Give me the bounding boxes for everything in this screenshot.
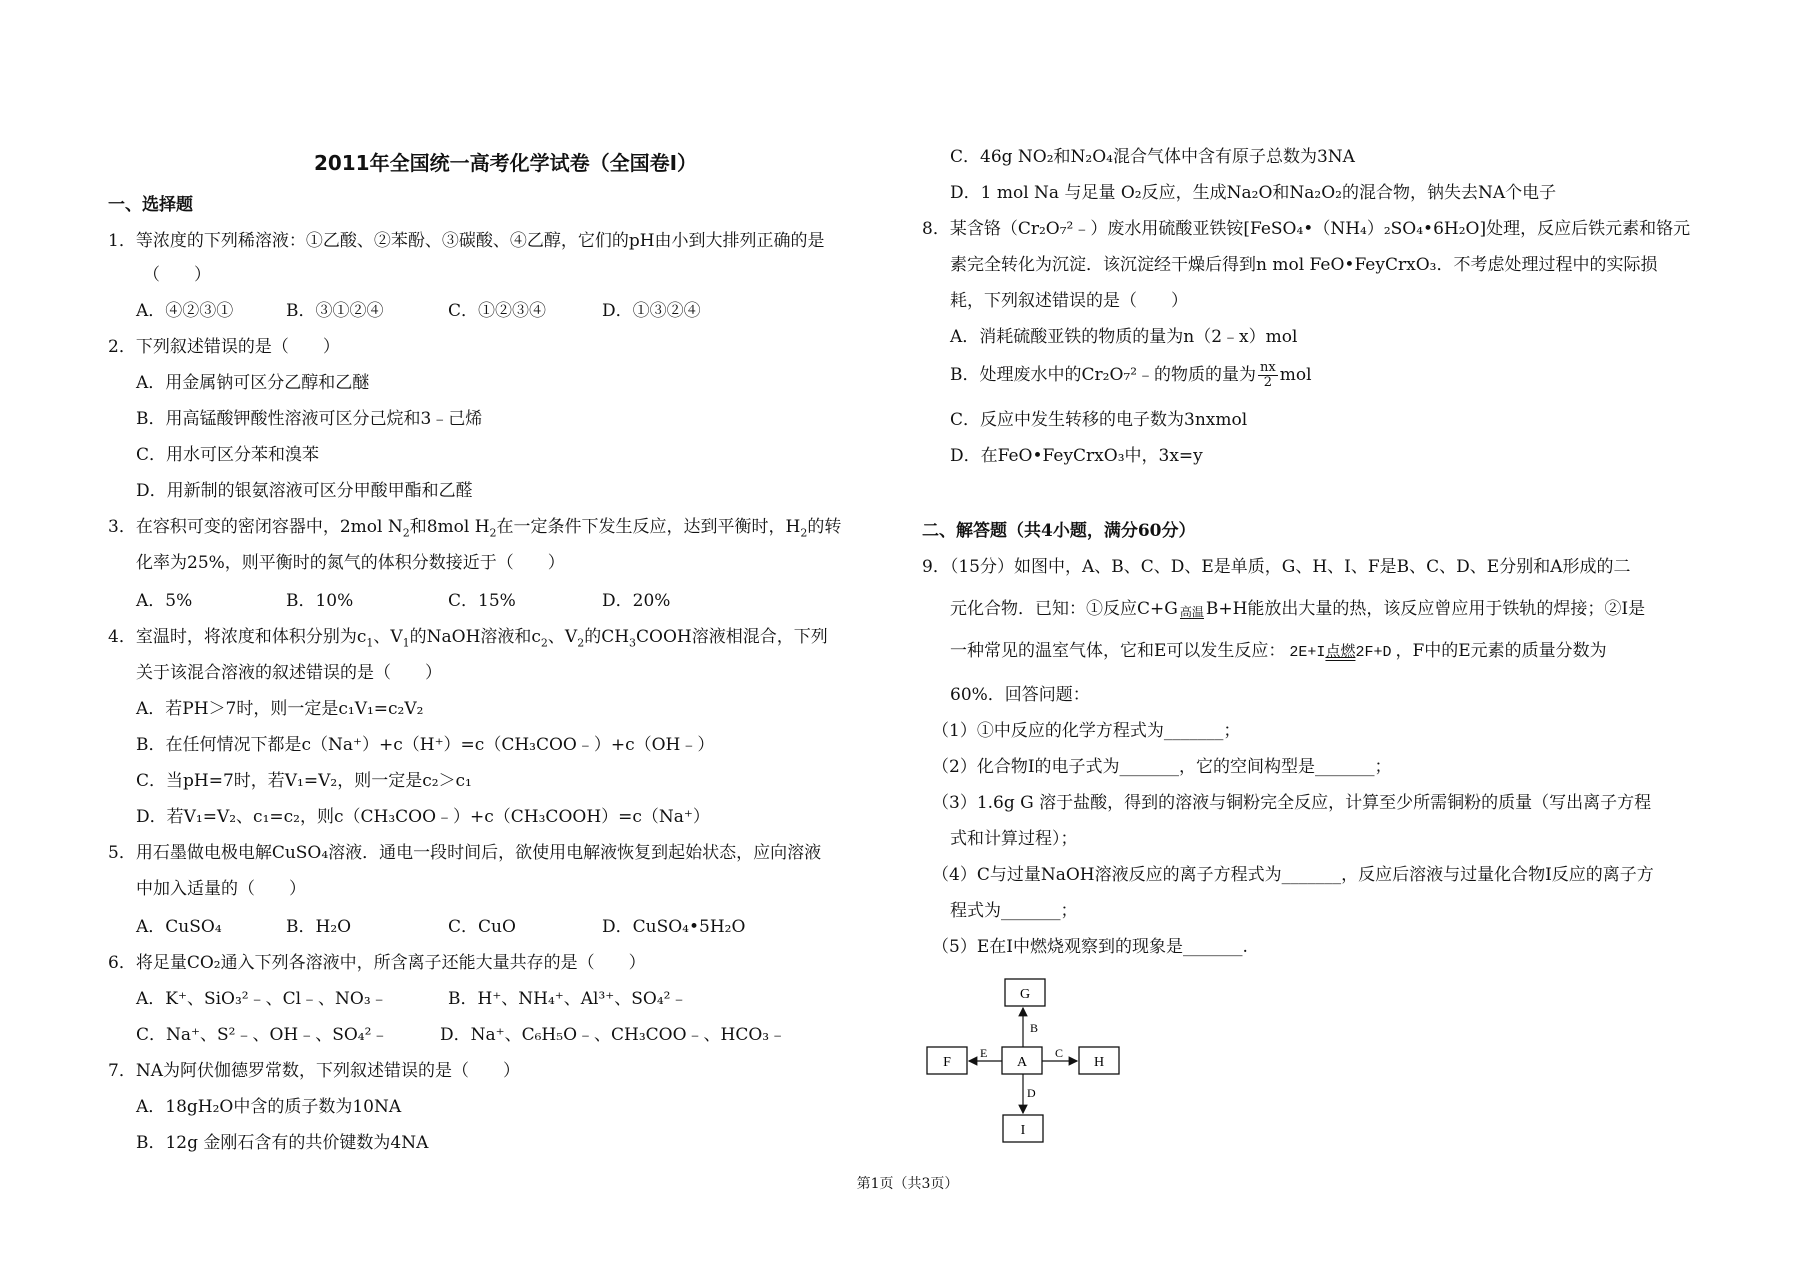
sub-question-4: （4）C与过量NaOH溶液反应的离子方程式为_______，反应后溶液与过量化合物I反应的离子方 [932, 865, 1654, 885]
question-7-stem: 7．NA为阿伏伽德罗常数，下列叙述错误的是（ ） [108, 1061, 520, 1081]
q4-text-f: COOH溶液相混合，下列 [636, 627, 828, 647]
node-a-label: A [1016, 1055, 1028, 1070]
option-a: A．④②③① [136, 301, 234, 321]
q8-optb-post: mol [1279, 365, 1312, 385]
section-heading-answer: 二、解答题（共4小题，满分60分） [922, 521, 1196, 541]
question-1-blank: （ ） [143, 265, 211, 285]
node-h-label: H [1093, 1055, 1105, 1070]
question-1-stem: 1．等浓度的下列稀溶液：①乙酸、②苯酚、③碳酸、④乙醇，它们的pH由小到大排列正确的是 [108, 231, 825, 251]
option-d: D．Na⁺、C₆H₅O﹣、CH₃COO﹣、HCO₃﹣ [440, 1025, 787, 1045]
section-heading-choice: 一、选择题 [108, 195, 193, 215]
sub-question-5: （5）E在I中燃烧观察到的现象是_______. [932, 937, 1248, 957]
eq-left: 2E+I [1289, 644, 1326, 661]
q3-text-a: 3．在容积可变的密闭容器中，2mol N [108, 517, 403, 537]
question-9-stem: 9．（15分）如图中，A、B、C、D、E是单质，G、H、I、F是B、C、D、E分别和A形成的二 [922, 557, 1631, 577]
option-a: A．CuSO₄ [136, 917, 222, 937]
q3-text-d: 的转 [807, 517, 842, 537]
q4-text-d: 、V [547, 627, 578, 647]
q3-text-b: 和8mol H [409, 517, 490, 537]
question-4-option-c: C．当pH=7时，若V₁=V₂，则一定是c₂＞c₁ [136, 771, 472, 791]
question-6-options-ab [108, 984, 903, 1014]
option-b: B．H⁺、NH₄⁺、Al³⁺、SO₄²﹣ [448, 989, 688, 1009]
option-c: C．Na⁺、S²﹣、OH﹣、SO₄²﹣ [136, 1025, 389, 1045]
edge-e-label: E [980, 1046, 988, 1060]
question-4-option-a: A．若PH＞7时，则一定是c₁V₁=c₂V₂ [136, 699, 424, 719]
sub-question-3-cont: 式和计算过程）； [950, 829, 1078, 849]
option-b: B．10% [286, 591, 354, 611]
question-7-option-d: D．1 mol Na 与足量 O₂反应，生成Na₂O和Na₂O₂的混合物，钠失去NA个电子 [950, 183, 1557, 203]
eq-condition: 点燃 [1325, 644, 1356, 661]
edge-d-label: D [1027, 1086, 1036, 1100]
q4-text-a: 4．室温时，将浓度和体积分别为c [108, 627, 367, 647]
question-4-stem-2: 关于该混合溶液的叙述错误的是（ ） [136, 663, 442, 683]
question-1-options [108, 296, 903, 326]
option-a: A．5% [136, 591, 193, 611]
option-b: B．H₂O [286, 917, 352, 937]
question-2-stem: 2．下列叙述错误的是（ ） [108, 337, 340, 357]
combustion-equation [1285, 638, 1395, 668]
edge-c-label: C [1055, 1046, 1064, 1060]
reaction-condition [1180, 606, 1204, 624]
question-8-option-d: D．在FeO•FeyCrxO₃中，3x=y [950, 446, 1203, 466]
question-4-stem: 4．室温时，将浓度和体积分别为$c_1$、$V_1$的NaOH溶液和$c_2$、$V_2$的$CH_3COOH$溶液相混合，下列 [108, 627, 828, 650]
question-9-stem-2 [922, 594, 1732, 624]
question-2-option-b: B．用高锰酸钾酸性溶液可区分己烷和3﹣己烯 [136, 409, 483, 429]
question-6-options-cd [108, 1020, 903, 1050]
question-9-stem-4: 60%．回答问题： [950, 685, 1090, 705]
question-8-option-a: A．消耗硫酸亚铁的物质的量为n（2﹣x）mol [950, 327, 1298, 347]
q9-l3-pre: 一种常见的温室气体，它和E可以发生反应： [950, 641, 1286, 661]
sub-question-3: （3）1.6g G 溶于盐酸，得到的溶液与铜粉完全反应，计算至少所需铜粉的质量（写出离子方程 [932, 793, 1652, 813]
question-2-option-a: A．用金属钠可区分乙醇和乙醚 [136, 373, 370, 393]
sub-question-2: （2）化合物I的电子式为_______，它的空间构型是_______； [932, 757, 1392, 777]
q3-text-c: 在一定条件下发生反应，达到平衡时，H [496, 517, 801, 537]
node-i-label: I [1020, 1123, 1026, 1138]
question-3-options [108, 586, 903, 616]
q4-text-c: 的NaOH溶液和c [409, 627, 541, 647]
question-8-stem-2: 素完全转化为沉淀．该沉淀经干燥后得到n mol FeO•FeyCrxO₃．不考虑处理过程中的实际损 [950, 255, 1658, 275]
option-b: B．③①②④ [286, 301, 384, 321]
question-7-option-a: A．18gH₂O中含的质子数为10NA [136, 1097, 402, 1117]
question-8-stem: 8．某含铬（Cr₂O₇²﹣）废水用硫酸亚铁铵[FeSO₄•（NH₄）₂SO₄•6H₂O]处理，反应后铁元素和铬元 [922, 219, 1691, 239]
question-4-option-b: B．在任何情况下都是c（Na⁺）+c（H⁺）=c（CH₃COO﹣）+c（OH﹣） [136, 735, 715, 755]
fraction-numerator: nx [1260, 360, 1276, 375]
option-c: C．15% [448, 591, 516, 611]
q9-l2-pre: 元化合物．已知：①反应C+G [950, 599, 1178, 619]
question-8-option-c: C．反应中发生转移的电子数为3nxmol [950, 410, 1248, 430]
question-7-option-c: C．46g NO₂和N₂O₄混合气体中含有原子总数为3NA [950, 147, 1355, 167]
q9-l2-post: B+H能放出大量的热，该反应曾应用于铁轨的焊接；②I是 [1205, 599, 1646, 619]
option-d: D．①③②④ [602, 301, 701, 321]
question-8-stem-3: 耗，下列叙述错误的是（ ） [950, 291, 1188, 311]
fraction [1258, 361, 1278, 390]
option-d: D．20% [602, 591, 671, 611]
eq-right: 2F+D [1355, 644, 1392, 661]
question-9-stem-3 [922, 636, 1732, 666]
option-d: D．CuSO₄•5H₂O [602, 917, 746, 937]
question-2-option-d: D．用新制的银氨溶液可区分甲酸甲酯和乙醛 [136, 481, 473, 501]
option-a: A．K⁺、SiO₃²﹣、Cl﹣、NO₃﹣ [136, 989, 388, 1009]
question-5-stem: 5．用石墨做电极电解CuSO₄溶液．通电一段时间后，欲使用电解液恢复到起始状态，应向溶液 [108, 843, 822, 863]
question-6-stem: 6．将足量CO₂通入下列各溶液中，所含离子还能大量共存的是（ ） [108, 953, 646, 973]
question-3-stem: 3．在容积可变的密闭容器中，2mol $N_2$和8mol $H_2$在一定条件下发生反应，达到平衡时，$H_2$的转 [108, 517, 842, 540]
reaction-diagram [922, 975, 1122, 1145]
condition-label: 高温 [1179, 605, 1204, 619]
node-f-label: F [943, 1055, 951, 1070]
question-7-option-b: B．12g 金刚石含有的共价键数为4NA [136, 1133, 429, 1153]
option-c: C．CuO [448, 917, 516, 937]
question-5-options [108, 912, 903, 942]
q9-l3-post: ，F中的E元素的质量分数为 [1395, 641, 1607, 661]
question-4-option-d: D．若V₁=V₂、c₁=c₂，则c（CH₃COO﹣）+c（CH₃COOH）=c（Na⁺） [136, 807, 710, 827]
question-3-stem-2: 化率为25%，则平衡时的氮气的体积分数接近于（ ） [136, 553, 565, 573]
sub-question-4-cont: 程式为_______； [950, 901, 1078, 921]
question-8-option-b [922, 360, 1732, 390]
question-5-stem-2: 中加入适量的（ ） [136, 879, 306, 899]
q4-text-e: 的CH [584, 627, 630, 647]
question-2-option-c: C．用水可区分苯和溴苯 [136, 445, 320, 465]
edge-b-label: B [1030, 1021, 1039, 1035]
node-g-label: G [1019, 987, 1031, 1002]
q4-text-b: 、V [373, 627, 403, 647]
q8-optb-pre: B．处理废水中的Cr₂O₇²﹣的物质的量为 [950, 365, 1257, 385]
sub-question-1: （1）①中反应的化学方程式为_______； [932, 721, 1241, 741]
option-c: C．①②③④ [448, 301, 547, 321]
page-footer: 第1页（共3页） [856, 1176, 959, 1192]
page-title: 2011年全国统一高考化学试卷（全国卷I） [313, 151, 698, 175]
fraction-denominator: 2 [1263, 375, 1273, 390]
